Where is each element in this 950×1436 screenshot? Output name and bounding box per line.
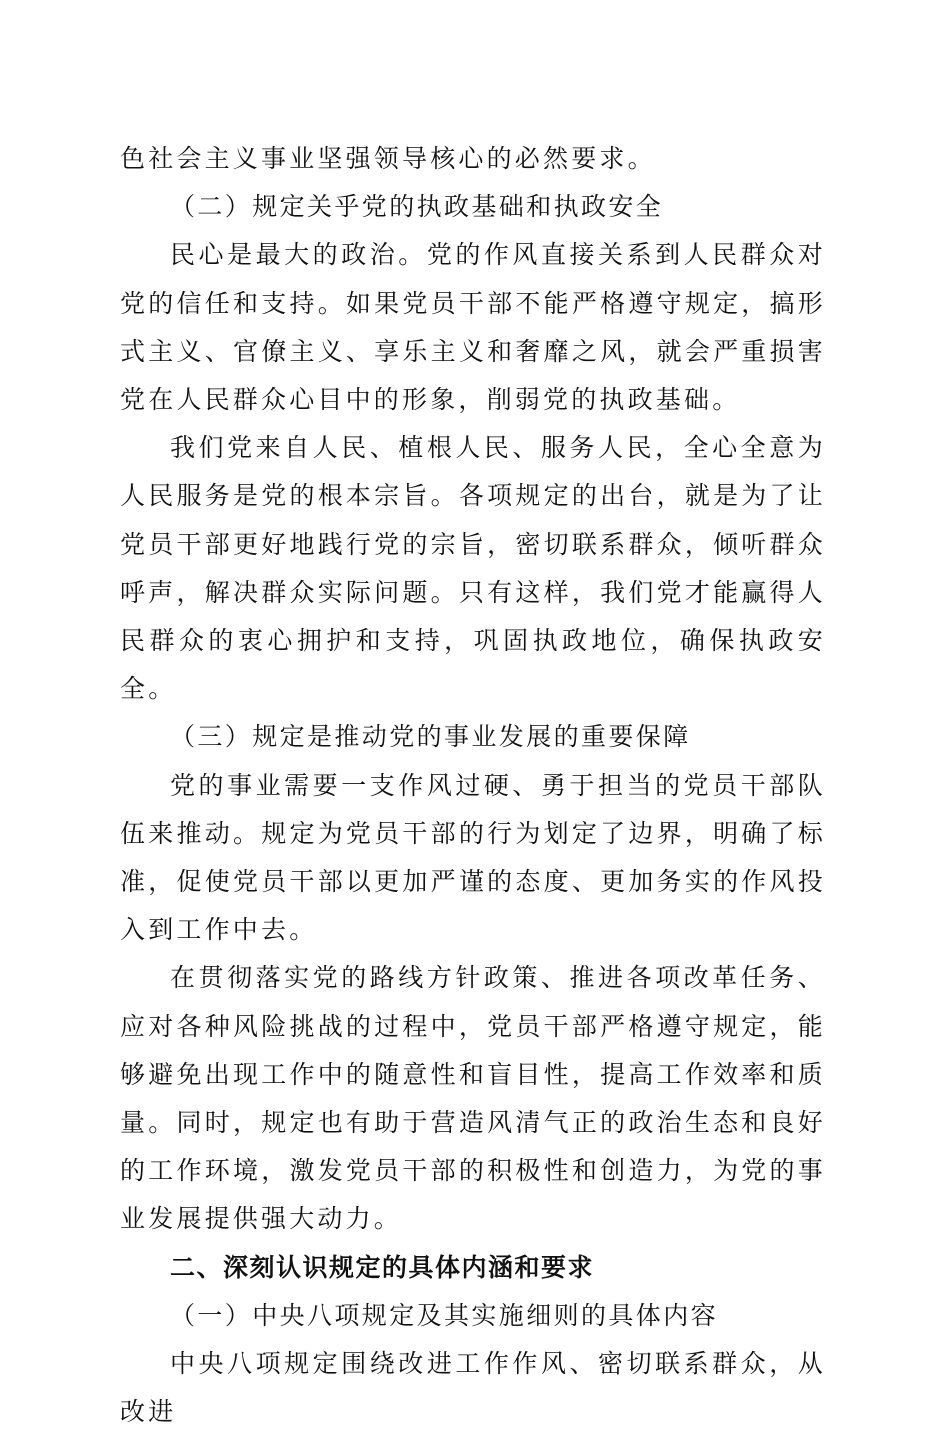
body-paragraph: 我们党来自人民、植根人民、服务人民，全心全意为人民服务是党的根本宗旨。各项规定的出台，就是为了让党员干部更好地践行党的宗旨，密切联系群众，倾听群众呼声，解决群众实际问题。只有这样，我们党才能赢得人民群众的衷心拥护和支持，巩固执政地位，确保执政安全。 <box>120 433 826 704</box>
sub-heading-2: （二）规定关乎党的执政基础和执政安全 <box>170 192 664 222</box>
document-page <box>120 135 826 1436</box>
body-paragraph: 党的事业需要一支作风过硬、勇于担当的党员干部队伍来推动。规定为党员干部的行为划定了边界，明确了标准，促使党员干部以更加严谨的态度、更加务实的作风投入到工作中去。 <box>120 770 826 945</box>
body-paragraph: 民心是最大的政治。党的作风直接关系到人民群众对党的信任和支持。如果党员干部不能严格遵守规定，搞形式主义、官僚主义、享乐主义和奢靡之风，就会严重损害党在人民群众心目中的形象，削弱党的执政基础。 <box>120 240 826 415</box>
sub-heading-1: （一）中央八项规定及其实施细则的具体内容 <box>170 1300 719 1330</box>
section-heading-2: 二、深刻认识规定的具体内涵和要求 <box>170 1252 595 1282</box>
body-paragraph: 中央八项规定围绕改进工作作风、密切联系群众，从改进 <box>120 1349 826 1427</box>
body-paragraph: 在贯彻落实党的路线方针政策、推进各项改革任务、应对各种风险挑战的过程中，党员干部严格遵守规定，能够避免出现工作中的随意性和盲目性，提高工作效率和质量。同时，规定也有助于营造风清气正的政治生态和良好的工作环境，激发党员干部的积极性和创造力，为党的事业发展提供强大动力。 <box>120 963 826 1234</box>
body-paragraph: 色社会主义事业坚强领导核心的必然要求。 <box>120 144 656 173</box>
sub-heading-3: （三）规定是推动党的事业发展的重要保障 <box>170 722 691 752</box>
